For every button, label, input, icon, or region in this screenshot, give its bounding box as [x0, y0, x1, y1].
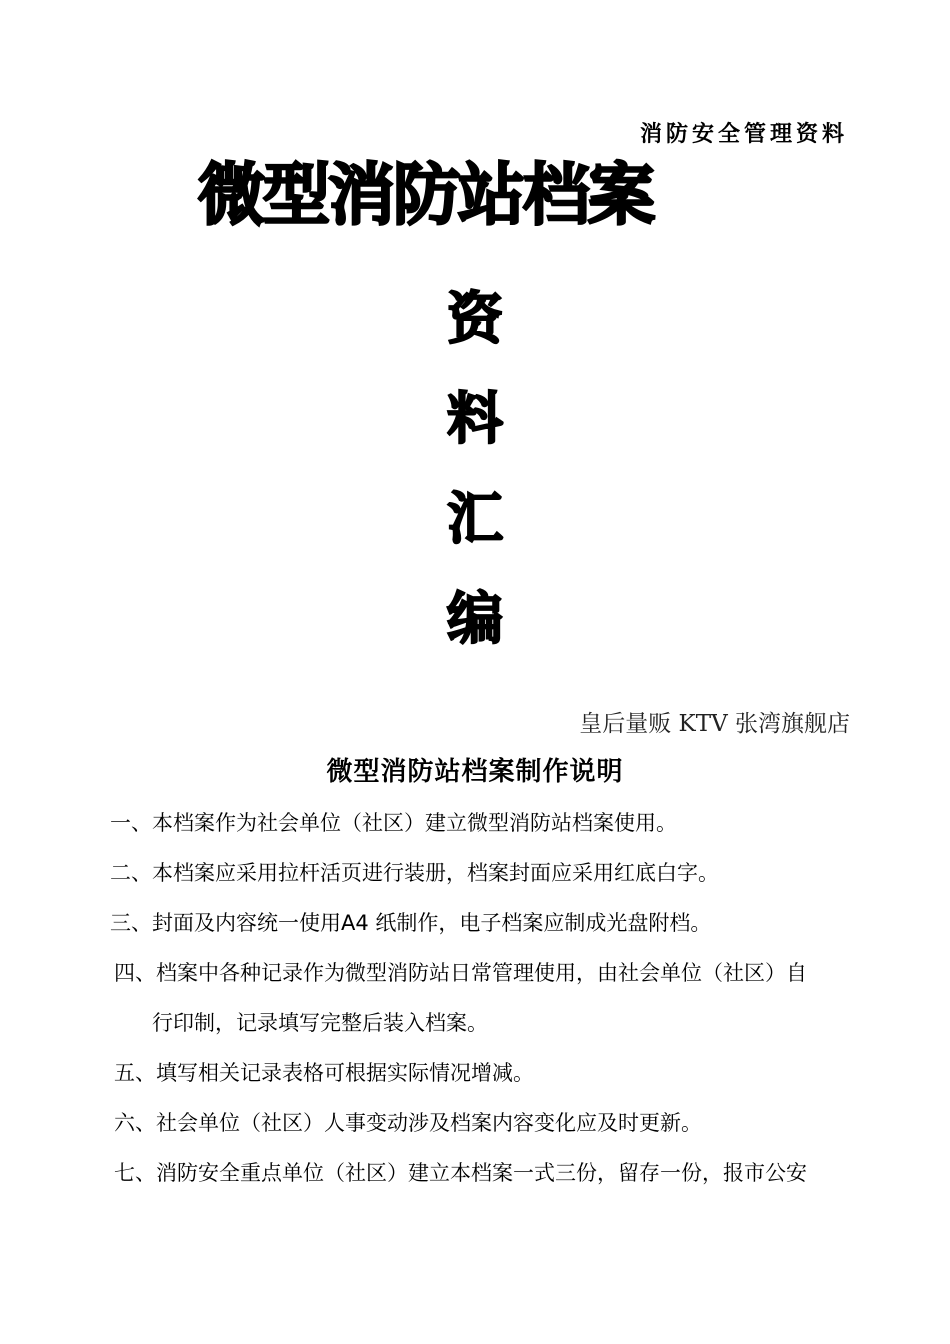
header-tag: 消防安全管理资料: [639, 122, 848, 147]
cover-vertical-char: 资: [447, 287, 503, 352]
instruction-item: 一、本档案作为社会单位（社区）建立微型消防站档案使用。: [110, 811, 677, 835]
instruction-item-continuation: 行印制，记录填写完整后装入档案。: [152, 1011, 488, 1035]
cover-vertical-char: 料: [447, 387, 503, 452]
instruction-item: 二、本档案应采用拉杆活页进行装册，档案封面应采用红底白字。: [110, 861, 719, 885]
cover-vertical-char: 汇: [447, 487, 503, 552]
cover-title: 微型消防站档案: [198, 156, 653, 234]
instruction-item: 三、封面及内容统一使用A4 纸制作，电子档案应制成光盘附档。: [110, 911, 712, 935]
instruction-item: 六、社会单位（社区）人事变动涉及档案内容变化应及时更新。: [114, 1111, 702, 1135]
instruction-item: 七、消防安全重点单位（社区）建立本档案一式三份，留存一份，报市公安: [114, 1161, 807, 1185]
cover-vertical-char: 编: [447, 587, 503, 652]
instructions-title: 微型消防站档案制作说明: [326, 757, 624, 787]
organization-name: 皇后量贩 KTV 张湾旗舰店: [579, 711, 850, 737]
instruction-item: 五、填写相关记录表格可根据实际情况增减。: [114, 1061, 534, 1085]
instruction-item: 四、档案中各种记录作为微型消防站日常管理使用，由社会单位（社区）自: [114, 961, 807, 985]
